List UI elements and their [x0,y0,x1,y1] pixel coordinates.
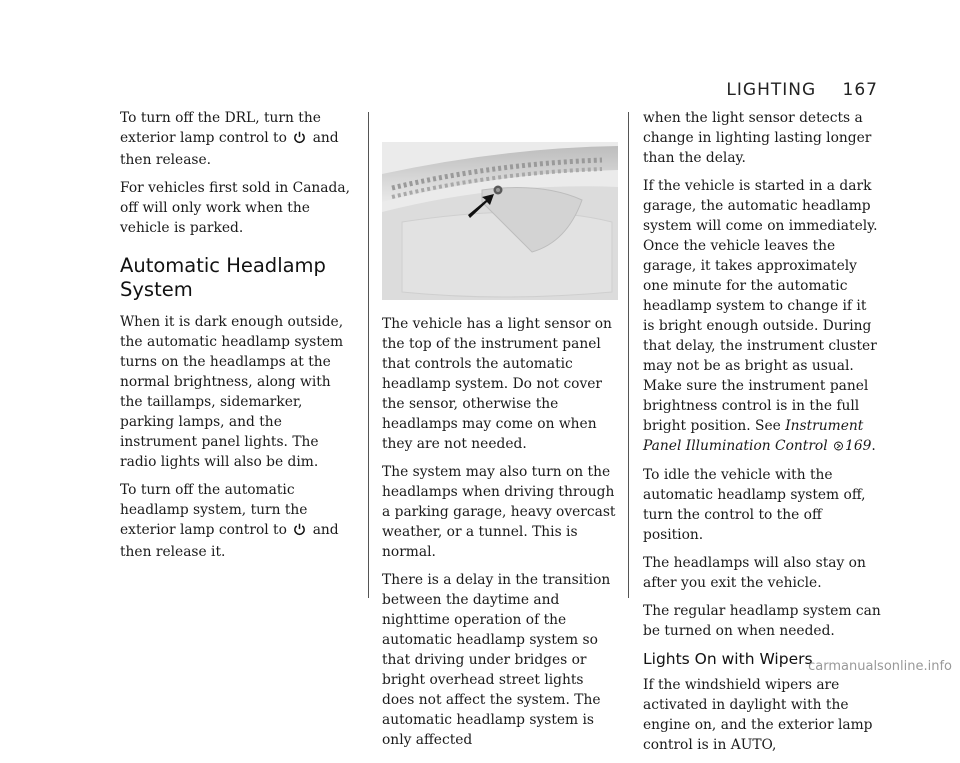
column-divider [628,112,629,598]
text: To turn off the DRL, turn the exterior lamp control to [120,110,321,146]
paragraph: To idle the vehicle with the automatic headlamp system off, turn the control to the off position. [643,467,866,543]
cross-reference-link[interactable]: Instrument Panel Illumination Control [643,418,864,454]
text: If the vehicle is started in a dark garage, the automatic headlamp system will come on immediately. Once the vehicle leaves the garage, it takes approximately one minute for the automatic headlamp system to change if it is bright enough outside. During that delay, the instrument cluster may not be as bright as usual. Make sure the instrument panel brightness control is in the full bright position. See [643,178,878,434]
paragraph: The vehicle has a light sensor on the top of the instrument panel that controls the automatic headlamp system. Do not cover the sensor, otherwise the headlamps may come on when they are not needed. [382,316,612,452]
paragraph [120,108,356,170]
paragraph: For vehicles first sold in Canada, off will only work when the vehicle is parked. [120,180,350,236]
column-1 [120,108,356,570]
power-icon [293,130,306,150]
section-heading: Automatic Headlamp System [120,254,326,301]
text: and then release it. [120,522,339,560]
watermark: carmanualsonline.info [808,659,952,674]
section-title: LIGHTING [726,80,817,100]
paragraph: The regular headlamp system can be turned on when needed. [643,603,881,639]
text: To turn off the automatic headlamp system, turn the exterior lamp control to [120,482,308,538]
power-icon [293,522,306,542]
light-sensor-illustration [382,142,618,300]
page-number: 167 [842,80,878,100]
paragraph: There is a delay in the transition between the daytime and nighttime operation of the automatic headlamp system so that driving under bridges or bright overhead street lights does not affect the system. The automatic headlamp system is only affected [382,572,611,748]
paragraph: When it is dark enough outside, the automatic headlamp system turns on the headlamps at the normal brightness, along with the taillamps, sidemarker, parking lamps, and the instrument panel lights. The radio lights will also be dim. [120,314,344,470]
page-header [726,80,878,100]
paragraph [643,176,881,457]
text: . [871,438,876,454]
paragraph: If the windshield wipers are activated in daylight with the engine on, and the exterior lamp control is in AUTO, [643,677,873,753]
text: and then release. [120,130,339,168]
paragraph: The headlamps will also stay on after you exit the vehicle. [643,555,866,591]
cross-reference-arrow-icon [834,437,843,457]
cross-reference-page[interactable]: 169 [845,438,872,454]
paragraph: The system may also turn on the headlamps when driving through a parking garage, heavy overcast weather, or a tunnel. This is normal. [382,464,616,560]
paragraph [120,480,356,562]
paragraph: when the light sensor detects a change in lighting lasting longer than the delay. [643,110,872,166]
column-divider [368,112,369,598]
subsection-heading: Lights On with Wipers [643,650,813,668]
column-2 [382,108,618,758]
